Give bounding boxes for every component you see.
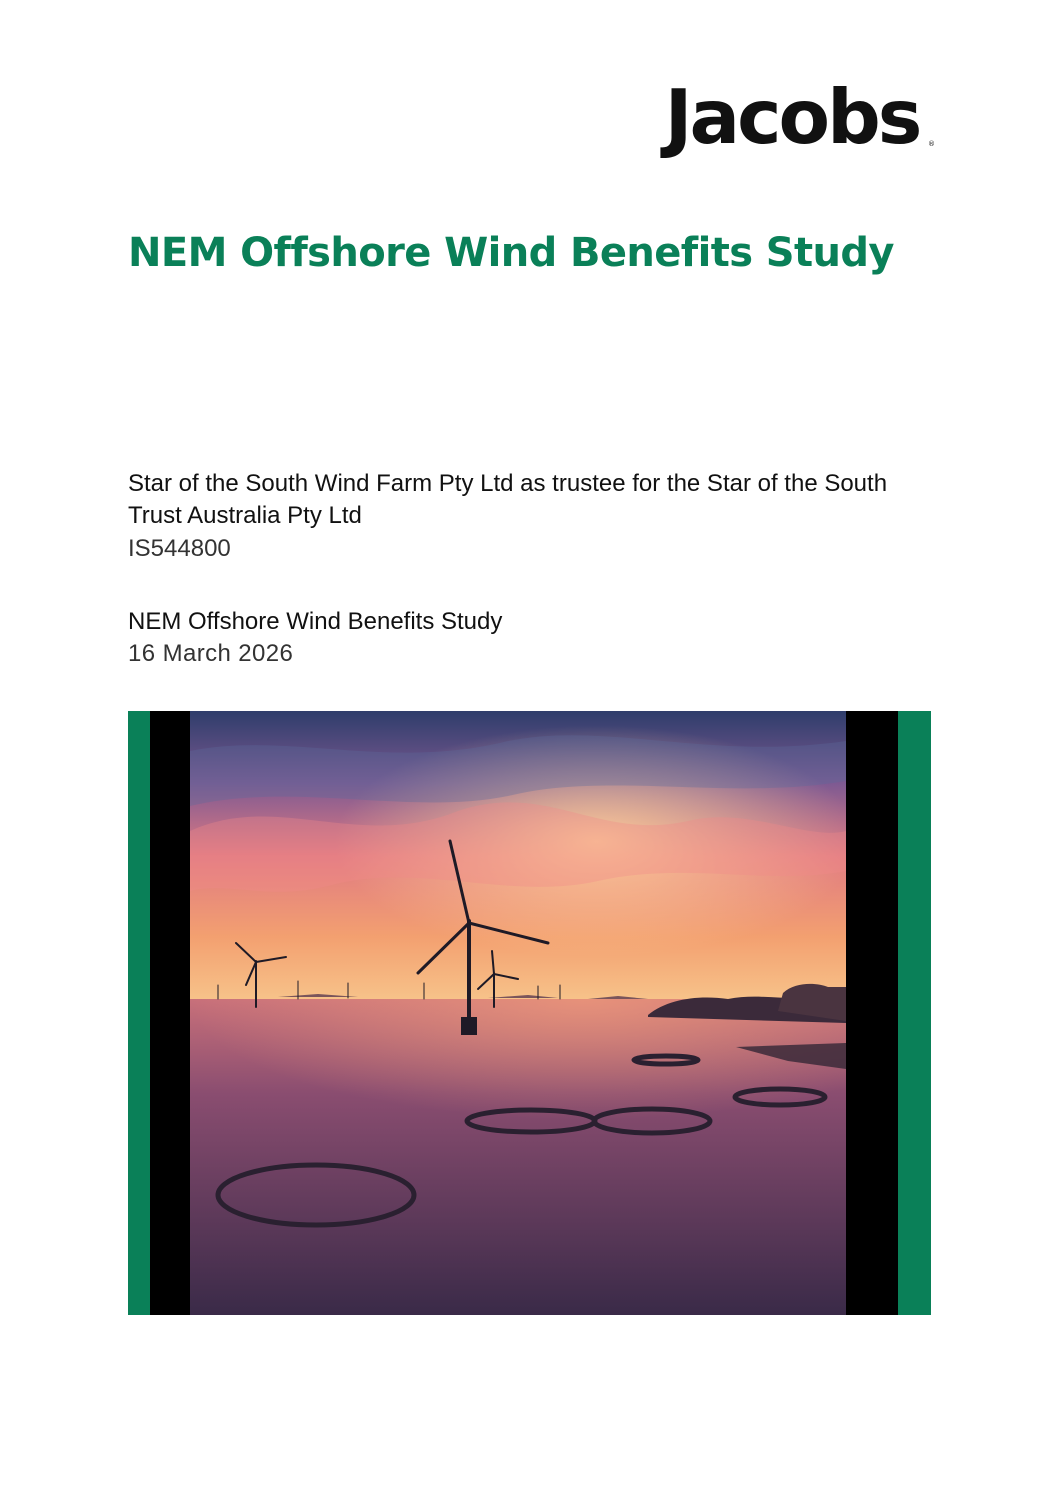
client-name: Star of the South Wind Farm Pty Ltd as trustee for the Star of the South Trust Australia Pty Ltd [128,470,888,529]
jacobs-logo [652,73,935,161]
document-date: 16 March 2026 [128,640,294,667]
svg-text:®: ® [928,140,935,148]
offshore-wind-farm-sunset-photo [190,711,846,1315]
page-title: NEM Offshore Wind Benefits Study [128,230,894,276]
project-number: IS544800 [128,535,231,562]
cover-image-frame [128,711,931,1315]
document-title: NEM Offshore Wind Benefits Study [128,608,503,635]
svg-text:Jacobs: Jacobs [664,73,920,161]
